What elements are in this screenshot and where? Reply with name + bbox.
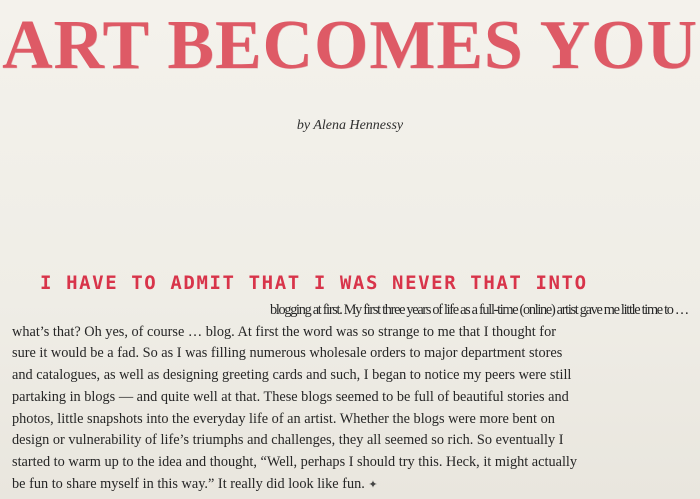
- body-line: blogging at first. My first three years of life as a full-time (online) artist gave me little time to …: [270, 302, 688, 318]
- body-line: started to warm up to the idea and thought, “Well, perhaps I should try this. Heck, it might actually: [12, 453, 578, 470]
- body-line: partaking in blogs — and quite well at that. These blogs seemed to be full of beautiful stories and: [12, 388, 569, 405]
- article-body: [12, 300, 688, 496]
- lead-in-heading: I HAVE TO ADMIT THAT I WAS NEVER THAT INTO: [40, 272, 588, 294]
- body-line: design or vulnerability of life’s triumphs and challenges, they all seemed so rich. So eventually I: [12, 432, 564, 449]
- body-line: sure it would be a fad. So as I was filling numerous wholesale orders to major department stores: [12, 345, 563, 362]
- byline: by Alena Hennessy: [296, 118, 404, 133]
- body-line: and catalogues, as well as designing greeting cards and such, I began to notice my peers were still: [12, 367, 572, 384]
- body-line: be fun to share myself in this way.” It really did look like fun.: [12, 475, 365, 492]
- body-line: what’s that? Oh yes, of course … blog. At first the word was so strange to me that I thought for: [12, 323, 556, 340]
- article-title: ART BECOMES YOU: [2, 7, 698, 84]
- body-line: photos, little snapshots into the everyday life of an artist. Whether the blogs were more bent on: [12, 410, 555, 427]
- body-line-last: [12, 474, 682, 497]
- end-mark-icon: ✦: [368, 478, 378, 491]
